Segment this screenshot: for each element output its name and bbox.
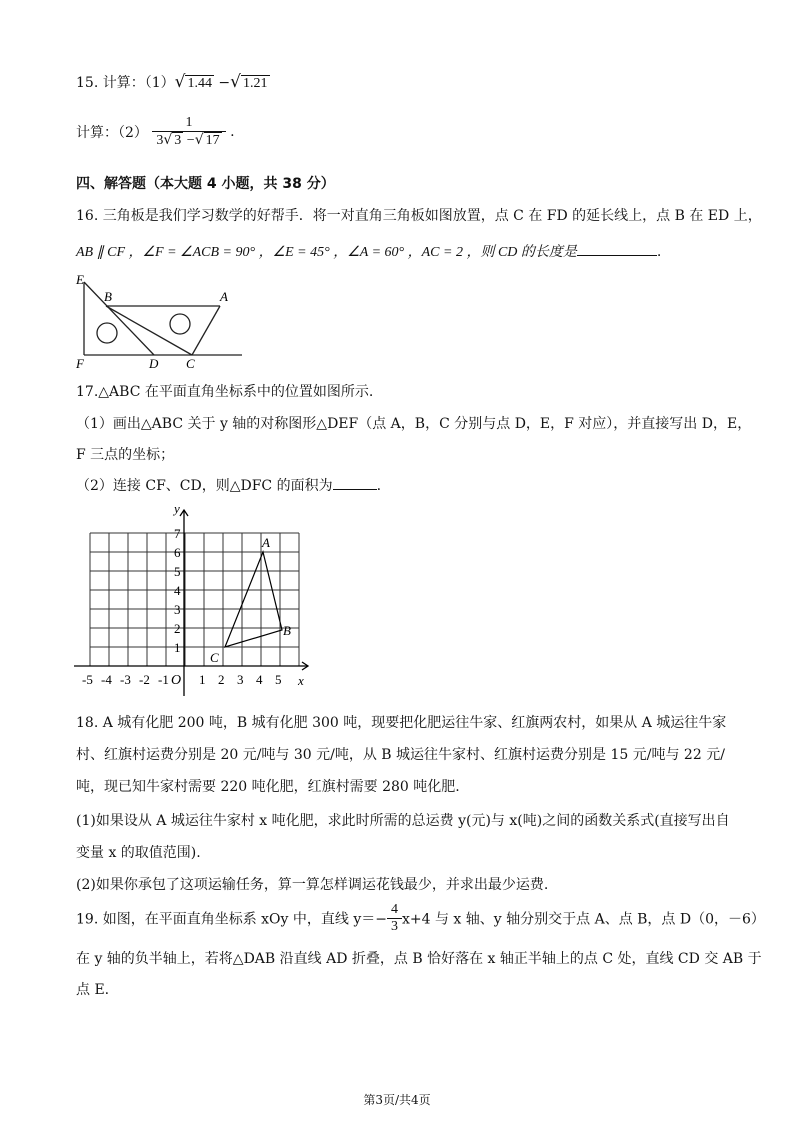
label-D: D	[149, 356, 159, 371]
x-tick-label: -4	[101, 672, 112, 687]
q18-line1: 18. A 城有化肥 200 吨，B 城有化肥 300 吨，现要把化肥运往牛家、红旗两农村，如果从 A 城运往牛家	[76, 715, 727, 731]
page-footer: 第3页/共4页	[363, 1093, 431, 1107]
origin-label: O	[171, 673, 182, 688]
q17-line1: 17.△ABC 在平面直角坐标系中的位置如图所示.	[76, 384, 374, 400]
q18-line4: (1)如果设从 A 城运往牛家村 x 吨化肥，求此时所需的总运费 y(元)与 x(吨)之间的函数关系式(直接写出自	[76, 813, 730, 829]
q16-line1: 16. 三角板是我们学习数学的好帮手．将一对直角三角板如图放置，点 C 在 FD 的延长线上，点 B 在 ED 上，	[76, 208, 762, 224]
point-B-label: B	[283, 623, 291, 638]
answer-blank	[577, 255, 657, 256]
q19-line2: 在 y 轴的负半轴上，若将△DAB 沿直线 AD 折叠，点 B 恰好落在 x 轴正半轴上的点 C 处，直线 CD 交 AB 于	[76, 951, 762, 967]
q19-line1: 19. 如图，在平面直角坐标系 xOy 中，直线 y＝− $\frac{4}{3}$ x+4 与 x 轴、y 轴分别交于点 A、点 B，点 D（0，－6）	[76, 902, 765, 934]
y-tick-label: 1	[174, 640, 181, 655]
x-tick-label: -1	[158, 672, 169, 687]
q17-line3: F 三点的坐标；	[76, 447, 175, 463]
y-tick-label: 5	[174, 564, 181, 579]
y-tick-label: 7	[174, 526, 181, 541]
section-title: 四、解答题（本大题 4 小题，共 38 分）	[76, 176, 335, 192]
point-A-label: A	[262, 535, 270, 550]
q18-line3: 吨，现已知牛家村需要 220 吨化肥，红旗村需要 280 吨化肥.	[76, 779, 460, 795]
q19-fraction: $\frac{4}{3}$	[387, 902, 402, 935]
q19-line3: 点 E.	[76, 982, 110, 998]
sqrt-1-21: 1.21	[243, 76, 268, 91]
q16-triangle-figure	[70, 272, 250, 372]
q15-line1: 15. 计算：（1）√ 1.44 −√ 1.21	[76, 72, 268, 92]
q17-line4: （2）连接 CF、CD，则△DFC 的面积为 .	[76, 478, 382, 494]
q18-line2: 村、红旗村运费分别是 20 元/吨与 30 元/吨，从 B 城运往牛家村、红旗村运费分别是 15 元/吨与 22 元/	[76, 747, 725, 763]
q16-line2: AB ∥ CF ，∠F = ∠ACB = 90° ，∠E = 45° ，∠A = 60° ，AC = 2 ，则 CD 的长度是 .	[76, 244, 662, 260]
x-tick-label: -3	[120, 672, 131, 687]
q15-fraction: $\frac{1}{3√ 3 -√ 17}$	[152, 115, 225, 149]
x-tick-label: 3	[237, 672, 244, 687]
q15-line2: 计算：（2） $\frac{1}{3√ 3 -√ 17}$ .	[76, 115, 235, 148]
q17-coordinate-grid	[70, 500, 320, 696]
q18-line5: 变量 x 的取值范围).	[76, 845, 201, 861]
label-B: B	[104, 289, 112, 304]
label-F: F	[76, 356, 84, 371]
q17-line2: （1）画出△ABC 关于 y 轴的对称图形△DEF（点 A，B，C 分别与点 D，E，F 对应），并直接写出 D，E，	[76, 416, 752, 432]
y-tick-label: 2	[174, 621, 181, 636]
x-tick-label: 5	[275, 672, 282, 687]
x-tick-label: 2	[218, 672, 225, 687]
x-tick-label: -2	[139, 672, 150, 687]
label-E: E	[76, 272, 84, 287]
x-tick-label: 4	[256, 672, 263, 687]
label-A: A	[220, 289, 228, 304]
x-tick-label: -5	[82, 672, 93, 687]
area-blank	[333, 489, 377, 490]
y-tick-label: 6	[174, 545, 181, 560]
x-axis-label: x	[298, 673, 304, 688]
label-C: C	[186, 356, 195, 371]
y-axis-label: y	[174, 501, 180, 516]
y-tick-label: 4	[174, 583, 181, 598]
y-tick-label: 3	[174, 602, 181, 617]
sqrt-1-44: 1.44	[187, 76, 212, 91]
x-tick-label: 1	[199, 672, 206, 687]
q18-line6: (2)如果你承包了这项运输任务，算一算怎样调运花钱最少，并求出最少运费.	[76, 877, 549, 893]
point-C-label: C	[210, 650, 219, 665]
